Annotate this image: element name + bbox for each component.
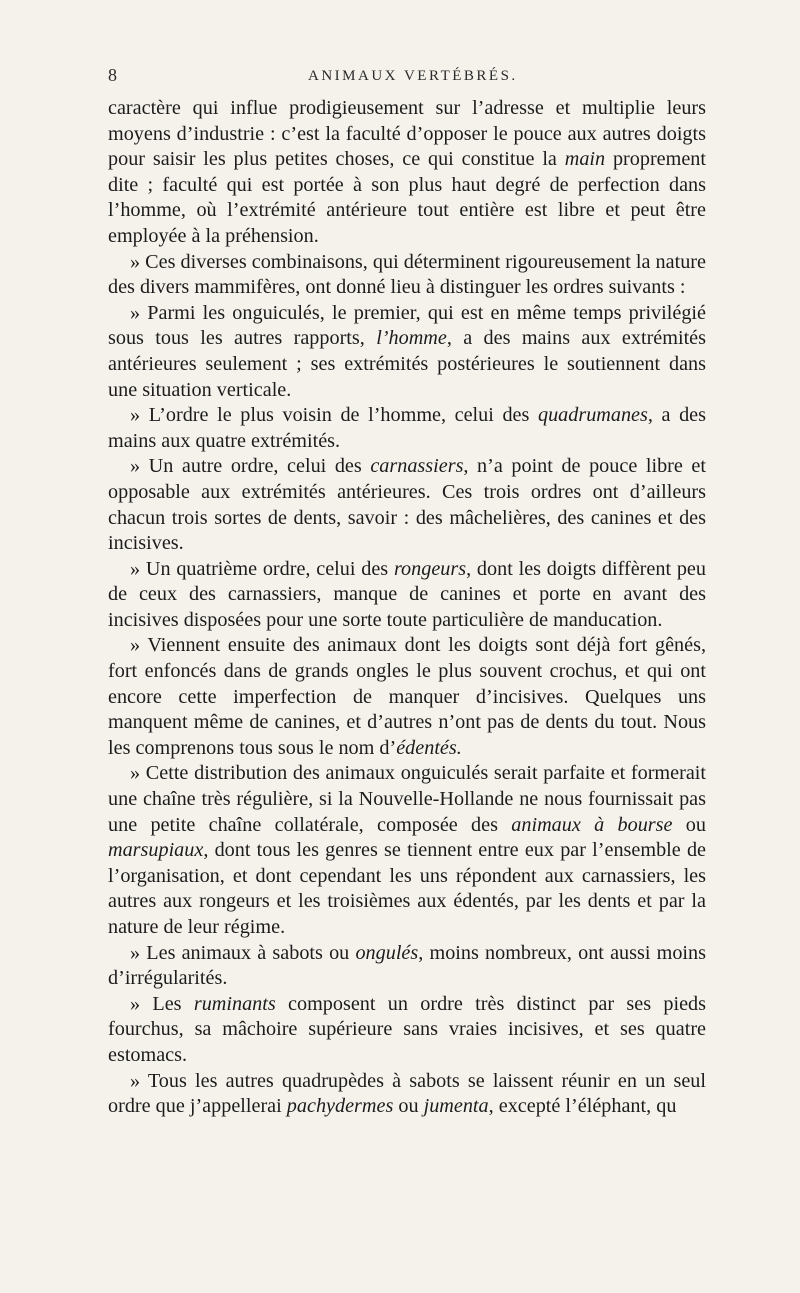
text-run: composent un ordre très distinct par ses pieds fourchus, sa mâchoire supérieure sans vraies incisives, et ses quatre estomacs. (108, 992, 706, 1066)
text-run: , a des mains aux extrémités antérieures seulement ; ses extrémités postérieures le soutiennent dans une situation verticale. (108, 327, 706, 401)
italic-term: main (564, 148, 606, 171)
paragraph (108, 403, 706, 454)
page-number: 8 (108, 65, 117, 85)
paragraph (108, 633, 706, 761)
paragraph (108, 301, 706, 403)
text-run: » Un quatrième ordre, celui des (130, 557, 394, 580)
italic-term: animaux à bourse (511, 813, 673, 836)
italic-term: pachydermes (286, 1095, 394, 1118)
italic-term: ruminants (193, 992, 276, 1015)
text-run: , dont les doigts diffèrent peu de ceux des carnassiers, manque de canines et porte en avant des incisives disposées pour une sorte toute particulière de manducation. (108, 557, 706, 631)
text-run: , a des mains aux quatre extrémités. (108, 404, 707, 452)
text-run: , excepté l’éléphant, qu (488, 1095, 677, 1118)
paragraph (108, 992, 706, 1069)
text-run: ou (672, 813, 706, 836)
text-run: , moins nombreux, ont aussi moins d’irrégularités. (108, 941, 706, 990)
text-run: » Les animaux à sabots ou (130, 941, 356, 964)
paragraph (108, 96, 706, 250)
paragraph (108, 557, 706, 634)
body-text (108, 96, 706, 1120)
page-header (108, 64, 708, 88)
running-title: ANIMAUX VERTÉBRÉS. (308, 68, 518, 84)
text-run: , dont tous les genres se tiennent entre eux par l’ensemble de l’organisation, et dont cependant les uns répondent aux carnassiers, les autres aux rongeurs et les troisièmes aux édentés, par les dents et par la nature de leur régime. (108, 839, 706, 938)
text-run: » Un autre ordre, celui des (130, 455, 371, 478)
text-run: caractère qui influe prodigieusement sur l’adresse et multiplie leurs moyens d’industrie : c’est la faculté d’opposer le pouce aux autres doigts pour saisir les plus petites choses, ce qui constitue la (108, 97, 706, 171)
paragraph (108, 454, 706, 556)
text-run: » L’ordre le plus voisin de l’homme, celui des (130, 404, 538, 427)
text-run: » Parmi les onguiculés, le premier, qui est en même temps privilégié sous tous les autres rapports, (108, 301, 706, 350)
text-run: » Tous les autres quadrupèdes à sabots se laissent réunir en un seul ordre que j’appellerai (108, 1069, 706, 1118)
text-run: , n’a point de pouce libre et opposable aux extrémités antérieures. Ces trois ordres ont d’ailleurs chacun trois sortes de dents, savoir : des mâchelières, des canines et des incisives. (108, 455, 706, 555)
italic-term: quadrumanes (537, 404, 648, 427)
italic-term: jumenta (423, 1095, 489, 1118)
paragraph (108, 1069, 706, 1120)
text-run: » Ces diverses combinaisons, qui déterminent rigoureusement la nature des divers mammifères, ont donné lieu à distinguer les ordres suivants : (108, 250, 706, 299)
paragraph (108, 761, 706, 940)
italic-term: l’homme (376, 327, 447, 350)
italic-term: ongulés (355, 941, 419, 964)
italic-term: édentés. (396, 736, 462, 759)
italic-term: marsupiaux (108, 839, 204, 862)
text-run: » Cette distribution des animaux onguiculés serait parfaite et formerait une chaîne très régulière, si la Nouvelle-Hollande ne nous fournissait pas une petite chaîne collatérale, composée des (108, 762, 706, 836)
text-run: » Les (130, 992, 194, 1015)
paragraph (108, 941, 706, 992)
italic-term: carnassiers (370, 455, 464, 478)
italic-term: rongeurs (393, 557, 467, 580)
text-run: » Viennent ensuite des animaux dont les doigts sont déjà fort gênés, fort enfoncés dans de grands ongles le plus souvent crochus, et qui ont encore cette imperfection de manquer d’incisives. Quelques uns manquent même de canines, et d’autres n’ont pas de dents du tout. Nous les comprenons tous sous le nom d’ (108, 634, 706, 759)
text-run: proprement dite ; faculté qui est portée à son plus haut degré de perfection dans l’homme, où l’extrémité antérieure tout entière est libre et peut être employée à la préhension. (108, 148, 706, 247)
text-run: ou (393, 1095, 424, 1118)
paragraph (108, 250, 706, 301)
